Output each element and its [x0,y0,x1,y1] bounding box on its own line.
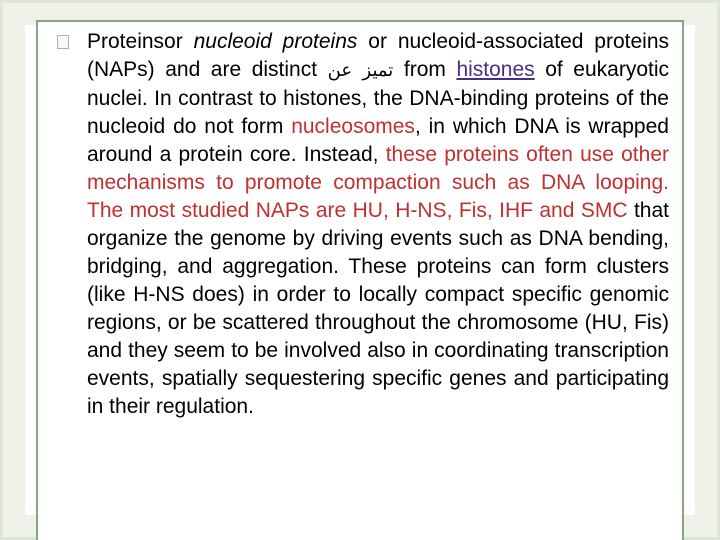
text-segment: Proteinsor [87,30,183,53]
text-segment: from [403,58,446,81]
histones-link[interactable]: histones [456,58,535,81]
highlight-sentence: these proteins often use other mechanisms to promote compaction such as DNA looping. The most studied NAPs are HU, H-NS, Fis, IHF and SMC [87,143,669,222]
body-paragraph [87,28,669,421]
text-segment: or nucleoid-associated proteins (NAPs) and are distinct [87,30,670,81]
text-segment: , in which DNA is wrapped around a protein core. Instead, [87,115,669,166]
text-segment: that organize the genome by driving events such as DNA bending, bridging, and aggregation. These proteins can form clusters (like H-NS does) in order to locally compact specific genomic regions, or be scattered throughout the chromosome (HU, Fis) and they seem to be involved also in coordinating transcription events, spatially sequestering specific genes and participating in their regulation. [87,199,669,418]
arabic-annotation: تميز عن [327,60,394,81]
italic-term: nucleoid proteins [193,30,358,53]
highlight-term: nucleosomes [291,115,415,138]
text-segment: of eukaryotic nuclei. In contrast to histones, the DNA-binding proteins of the nucleoid do not form [87,58,669,138]
bullet-icon [57,35,69,49]
